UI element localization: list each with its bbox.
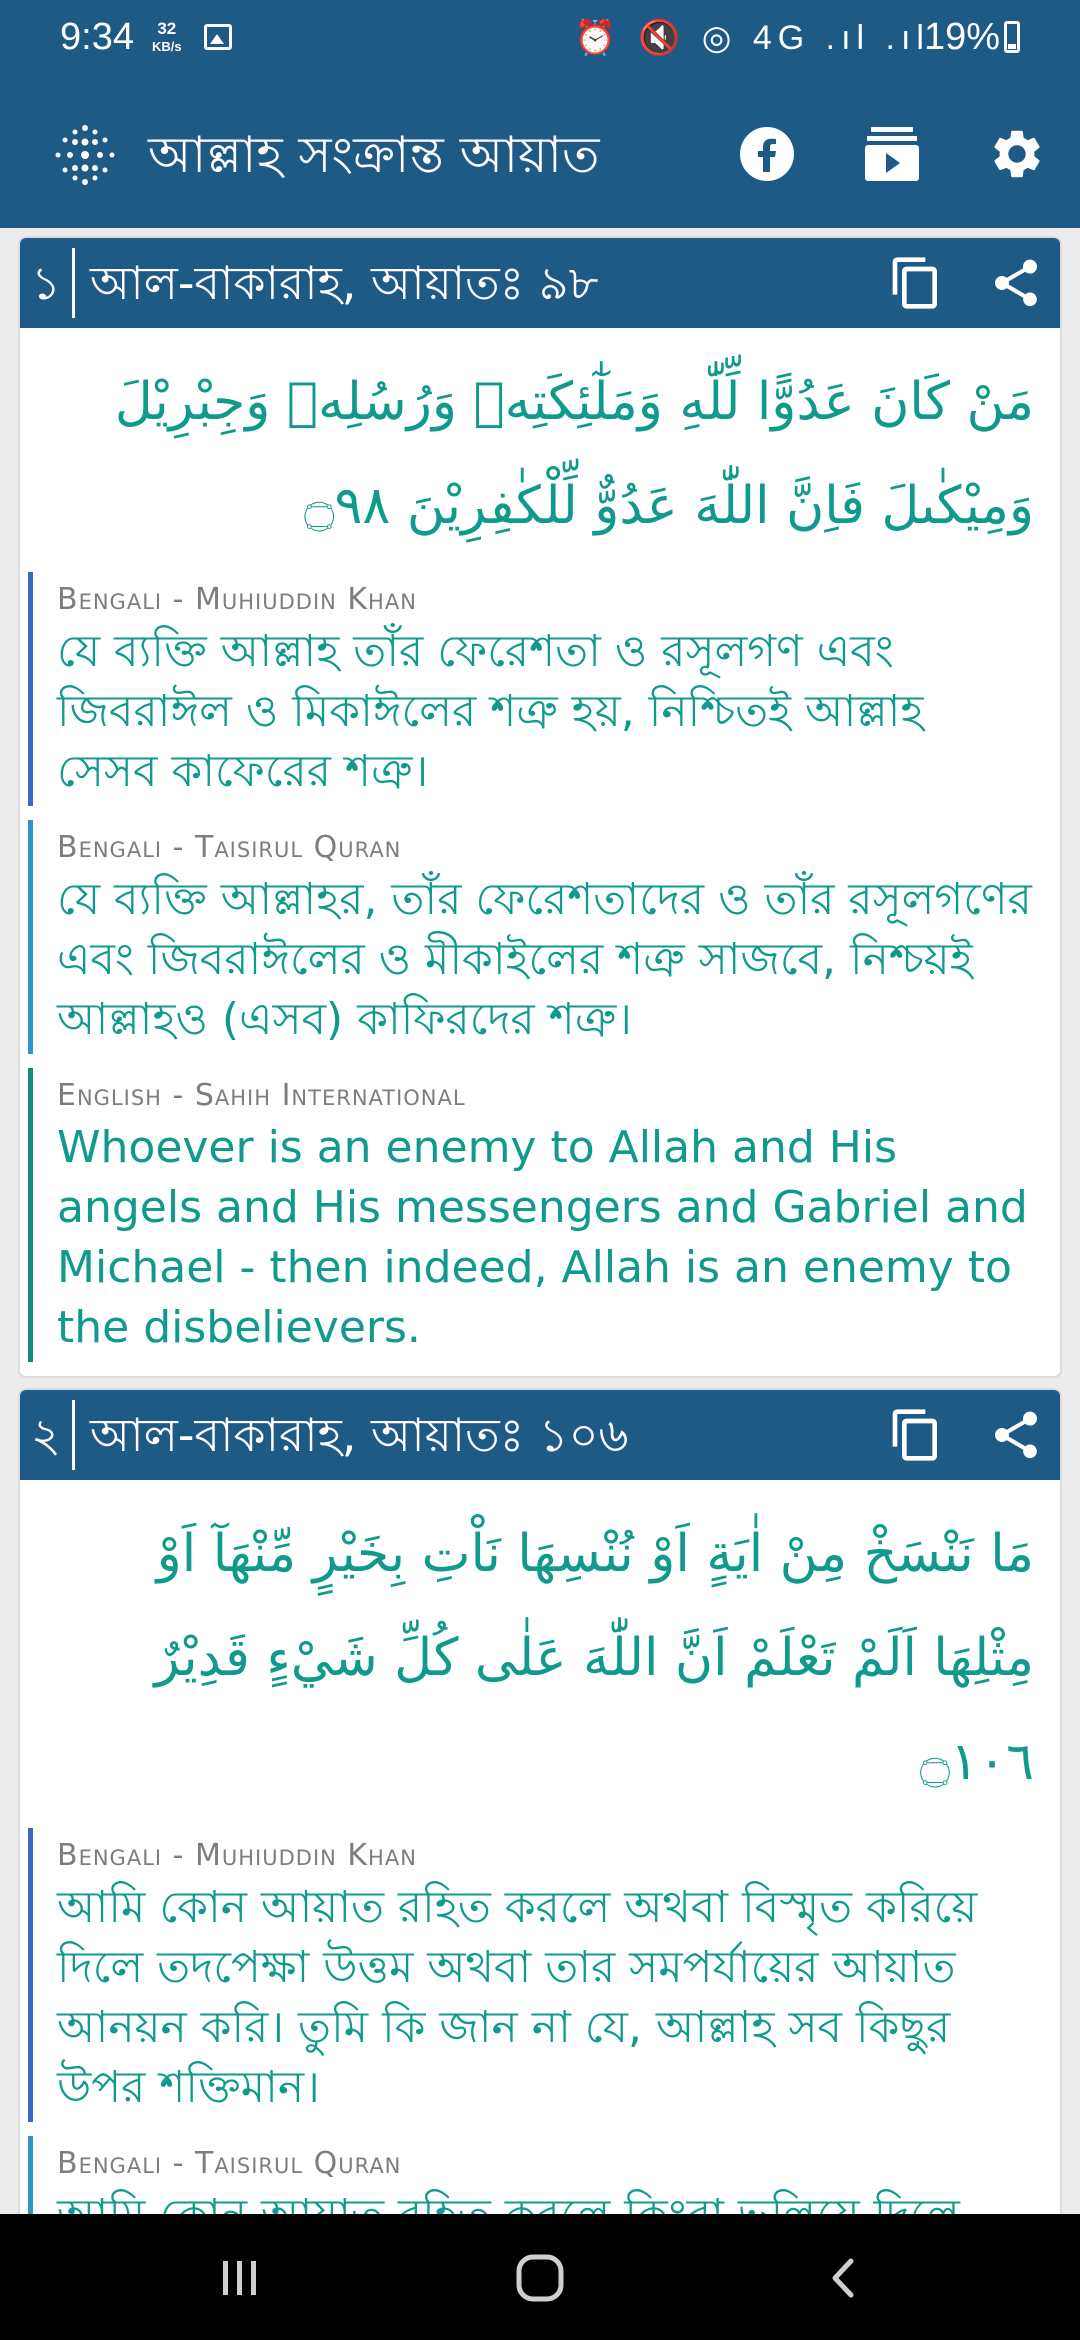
translation-block [28,1068,1050,1362]
translation-text: যে ব্যক্তি আল্লাহ তাঁর ফেরেশতা ও রসূলগণ এবং জিবরাঈল ও মিকাঈলের শত্রু হয়, নিশ্চিতই আল্লাহ সেসব কাফেরের শত্রু। [57,626,924,797]
translation-label: Bengali - Taisirul Quran [57,2146,402,2181]
battery-indicator [924,16,1020,59]
translation-label: English - Sahih International [57,1078,466,1113]
translation-block [28,1828,1050,2122]
verse-number: ১ [31,256,61,310]
copy-button[interactable] [884,251,948,315]
app-bar [0,80,1080,228]
page-title: আল্লাহ সংক্রান্ত আয়াত [148,126,600,184]
surah-title: আল-বাকারাহ, আয়াতঃ ৯৮ [90,256,599,310]
settings-button[interactable] [985,122,1049,186]
translation-text: যে ব্যক্তি আল্লাহর, তাঁর ফেরেশতাদের ও তাঁর রসূলগণের এবং জিবরাঈলের ও মীকাইলের শত্রু সাজবে, নিশ্চয়ই আল্লাহও (এসব) কাফিরদের শত্রু। [57,874,1032,1045]
status-bar [0,0,1080,80]
translation-label: Bengali - Muhiuddin Khan [57,582,417,617]
back-icon [819,2253,869,2303]
header-divider [72,248,75,318]
back-button[interactable] [812,2246,876,2310]
translation-label: Bengali - Taisirul Quran [57,830,402,865]
ayat-card[interactable] [18,236,1062,1378]
system-status-icons: ⏰ 🔇 ◎ 4G .ıl .ıl [574,19,930,57]
status-time: 9:34 [60,16,134,58]
card-header [20,1390,1060,1480]
share-icon [988,255,1044,311]
network-speed-value: 32 [157,19,177,38]
gear-icon [988,125,1046,183]
play-store-button[interactable] [860,122,924,186]
play-store-icon [863,125,921,183]
network-speed [152,20,182,55]
ayat-card[interactable] [18,1388,1062,2326]
share-icon [988,1407,1044,1463]
share-button[interactable] [984,1403,1048,1467]
translation-block [28,820,1050,1054]
ayat-list[interactable] [18,236,1062,2336]
copy-icon [888,255,944,311]
header-divider [72,1400,75,1470]
navigation-bar [0,2214,1080,2340]
network-speed-unit: KB/s [152,39,182,54]
facebook-icon [739,126,795,182]
battery-percent: 19% [923,16,1000,58]
recent-apps-icon [215,2253,265,2303]
dot-grid-icon[interactable] [50,120,120,190]
recent-apps-button[interactable] [208,2246,272,2310]
home-button[interactable] [508,2246,572,2310]
translation-block [28,572,1050,806]
share-button[interactable] [984,251,1048,315]
arabic-verse: مَا نَنْسَخْ مِنْ اٰيَةٍ اَوْ نُنْسِهَا نَاْتِ بِخَيْرٍ مِّنْهَآ اَوْ مِثْلِهَا اَلَمْ تَعْلَمْ اَنَّ اللّٰهَ عَلٰى كُلِّ شَيْءٍ قَدِيْرٌ ۝١٠٦ [154,1524,1034,1792]
translation-text: Whoever is an enemy to Allah and His angels and His messengers and Gabriel and Michael - then indeed, Allah is an enemy to the disbelievers. [57,1122,1028,1353]
card-header [20,238,1060,328]
gallery-notification-icon [204,24,232,50]
copy-icon [888,1407,944,1463]
home-icon [512,2250,568,2306]
arabic-verse: مَنْ كَانَ عَدُوًّا لِّلّٰهِ وَمَلٰٓئِكَتِهٖ وَرُسُلِهٖ وَجِبْرِيْلَ وَمِيْكٰىلَ فَاِنَّ اللّٰهَ عَدُوٌّ لِّلْكٰفِرِيْنَ ۝٩٨ [114,372,1034,536]
copy-button[interactable] [884,1403,948,1467]
translation-text: আমি কোন আয়াত রহিত করলে অথবা বিস্মৃত করিয়ে দিলে তদপেক্ষা উত্তম অথবা তার সমপর্যায়ের আয়াত আনয়ন করি। তুমি কি জান না যে, আল্লাহ সব কিছুর উপর শক্তিমান। [57,1882,978,2113]
surah-title: আল-বাকারাহ, আয়াতঃ ১০৬ [90,1408,629,1462]
facebook-button[interactable] [735,122,799,186]
verse-number: ২ [31,1408,61,1462]
battery-icon [1004,21,1020,53]
translation-label: Bengali - Muhiuddin Khan [57,1838,417,1873]
